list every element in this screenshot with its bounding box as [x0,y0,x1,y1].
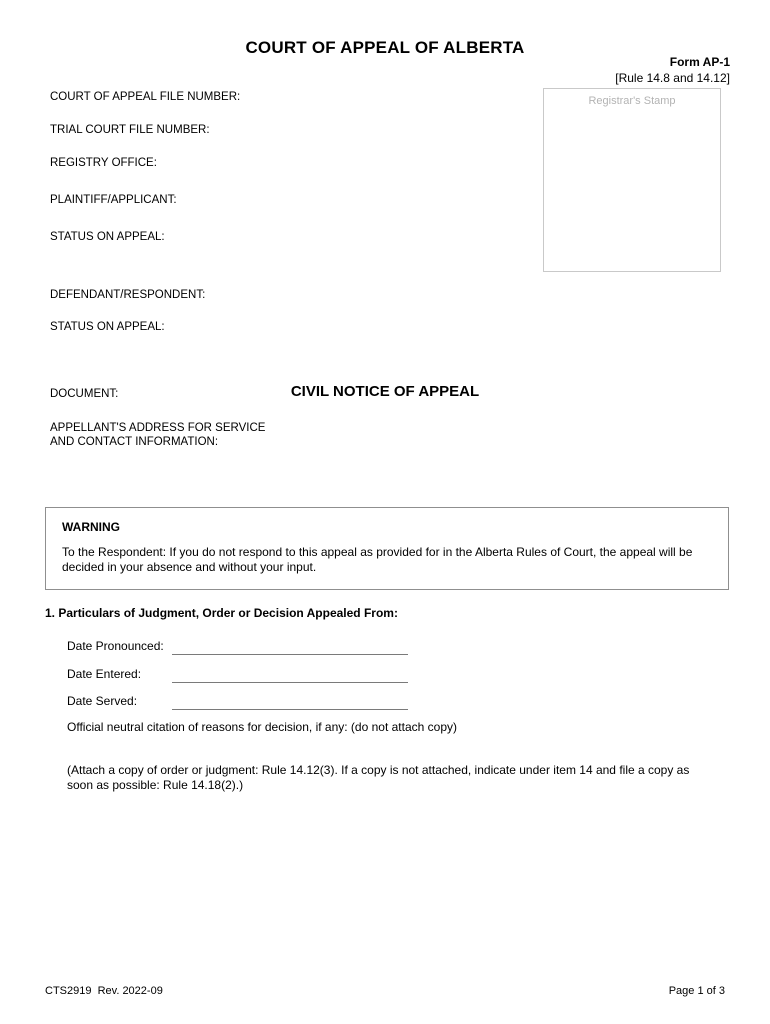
attach-copy-note: (Attach a copy of order or judgment: Rule 14.12(3). If a copy is not attached, indicate under item 14 and file a copy as soon as possible: Rule 14.18(2).) [67,763,690,792]
appellant-address-label-line1: APPELLANT'S ADDRESS FOR SERVICE [50,422,266,434]
status-on-appeal-label-1: STATUS ON APPEAL: [50,231,165,243]
status-on-appeal-label-2: STATUS ON APPEAL: [50,321,165,333]
footer-page-number: Page 1 of 3 [668,985,725,997]
rule-reference: [Rule 14.8 and 14.12] [615,71,730,85]
date-served-label: Date Served: [67,694,138,708]
registrar-stamp-box [543,88,721,272]
date-entered-input[interactable] [172,667,408,683]
date-served-input[interactable] [172,694,408,710]
footer-form-code: CTS2919 Rev. 2022-09 [45,985,163,997]
appellant-address-label [50,421,265,449]
citation-label: Official neutral citation of reasons for decision, if any: (do not attach copy) [67,720,457,734]
defendant-respondent-label: DEFENDANT/RESPONDENT: [50,289,206,301]
date-pronounced-label: Date Pronounced: [67,639,164,653]
document-title: CIVIL NOTICE OF APPEAL [290,383,480,400]
document-label: DOCUMENT: [50,388,119,400]
warning-title: WARNING [62,520,120,534]
trial-court-file-number-label: TRIAL COURT FILE NUMBER: [50,124,210,136]
appellant-address-label-line2: AND CONTACT INFORMATION: [50,436,219,448]
page-title: COURT OF APPEAL OF ALBERTA [245,38,525,57]
court-of-appeal-file-number-label: COURT OF APPEAL FILE NUMBER: [50,91,241,103]
registrar-stamp-label: Registrar's Stamp [588,95,676,107]
section1-heading: 1. Particulars of Judgment, Order or Decision Appealed From: [45,606,398,620]
warning-box [45,507,729,590]
date-pronounced-input[interactable] [172,639,408,655]
registry-office-label: REGISTRY OFFICE: [50,157,157,169]
plaintiff-applicant-label: PLAINTIFF/APPLICANT: [50,194,177,206]
form-number: Form AP-1 [669,55,730,69]
date-entered-label: Date Entered: [67,667,142,681]
warning-body: To the Respondent: If you do not respond to this appeal as provided for in the Alberta Rules of Court, the appeal will be decided in your absence and without your input. [62,545,693,574]
